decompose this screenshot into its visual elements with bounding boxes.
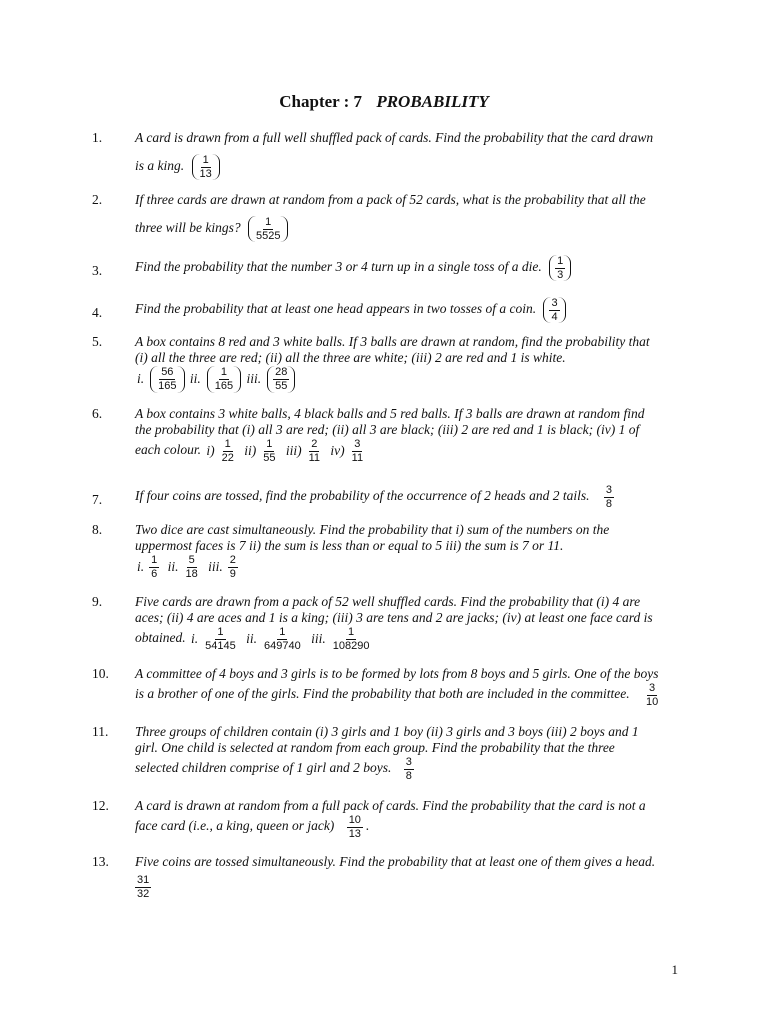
question-number: 9. <box>92 594 103 609</box>
question-number: 7. <box>92 492 103 507</box>
question-text: If four coins are tossed, find the probability of the occurrence of 2 heads and 2 tails. <box>135 488 590 504</box>
answers: i. $\frac{1}{54145}$ ii. $\frac{1}{649740}$ iii. $\frac{1}{108290}$ <box>191 626 370 653</box>
question-text: Five coins are tossed simultaneously. Find the probability that at least one of them gives a head. <box>135 854 656 869</box>
question-number: 8. <box>92 522 103 537</box>
question-number: 5. <box>92 334 103 349</box>
answer: $\frac{3}{8}$ <box>605 484 612 510</box>
question-text: selected children comprise of 1 girl and 2 boys. <box>135 760 392 776</box>
question-text: the probability that (i) all 3 are red; (ii) all 3 are black; (iii) 2 are red and 1 is black; (iv) 1 of <box>135 422 640 438</box>
question-text: aces; (ii) 4 are aces and 1 is a king; (iii) 3 are tens and 2 are jacks; (iv) at least one face card is <box>135 610 653 626</box>
question-text: Two dice are cast simultaneously. Find the probability that i) sum of the numbers on the <box>135 522 610 537</box>
answer: $\frac{1}{13}$ <box>192 154 220 180</box>
question-text: If three cards are drawn at random from a pack of 52 cards, what is the probability that all the <box>135 192 646 207</box>
answers: i. $\frac{56}{165}$ ii. $\frac{1}{165}$ iii. $\frac{28}{55}$ <box>135 366 682 392</box>
question-text: is a king. <box>135 158 185 174</box>
question-text: Find the probability that the number 3 or 4 turn up in a single toss of a die. <box>135 259 542 275</box>
question-text: A box contains 3 white balls, 4 black balls and 5 red balls. If 3 balls are drawn at random find <box>135 406 645 421</box>
chapter-label: Chapter : 7 <box>279 92 363 111</box>
question-text: A card is drawn at random from a full pack of cards. Find the probability that the card is not a <box>135 798 646 813</box>
answers: i) $\frac{1}{22}$ ii) $\frac{1}{55}$ iii) $\frac{2}{11}$ iv) $\frac{3}{11}$ <box>206 438 364 465</box>
question-number: 3. <box>92 263 103 278</box>
question-text: A box contains 8 red and 3 white balls. If 3 balls are drawn at random, find the probability that <box>135 334 650 349</box>
question-text: obtained. <box>135 630 186 646</box>
answer: $\frac{3}{4}$ <box>543 297 565 323</box>
question-text: Five cards are drawn from a pack of 52 well shuffled cards. Find the probability that (i) 4 are <box>135 594 641 609</box>
answer: $\frac{1}{5525}$ <box>248 216 288 242</box>
question-text: face card (i.e., a king, queen or jack) <box>135 818 335 834</box>
question-text: girl. One child is selected at random from each group. Find the probability that the three <box>135 740 615 756</box>
chapter-subject: PROBABILITY <box>376 92 489 111</box>
question-text: (i) all the three are red; (ii) all the three are white; (iii) 2 are red and 1 is white. <box>135 350 566 366</box>
answer: $\frac{3}{10}$ <box>645 682 659 708</box>
question-number: 13. <box>92 854 109 869</box>
question-text: Three groups of children contain (i) 3 girls and 1 boy (ii) 3 girls and 3 boys (iii) 2 boys and 1 <box>135 724 639 739</box>
question-number: 1. <box>92 130 103 145</box>
question-number: 2. <box>92 192 103 207</box>
question-number: 12. <box>92 798 109 813</box>
question-number: 6. <box>92 406 103 421</box>
question-number: 4. <box>92 305 103 320</box>
question-text: three will be kings? <box>135 220 241 236</box>
answer: $\frac{10}{13}$ <box>348 814 361 840</box>
question-text: each colour. <box>135 442 201 458</box>
question-text: A committee of 4 boys and 3 girls is to be formed by lots from 8 boys and 5 girls. One of the boys <box>135 666 659 681</box>
answers: i. $\frac{1}{6}$ ii. $\frac{5}{18}$ iii. $\frac{2}{9}$ <box>137 554 236 581</box>
answer: $\frac{31}{32}$ <box>137 874 150 900</box>
page-title <box>0 92 768 112</box>
page-number: 1 <box>671 962 678 977</box>
question-text: uppermost faces is 7 ii) the sum is less than or equal to 5 iii) the sum is 7 or 11. <box>135 538 564 554</box>
answer: $\frac{3}{8}$ <box>405 756 412 783</box>
answer: $\frac{1}{3}$ <box>549 255 571 281</box>
question-number: 11. <box>92 724 109 739</box>
question-text: A card is drawn from a full well shuffled pack of cards. Find the probability that the card drawn <box>135 130 654 145</box>
question-text: is a brother of one of the girls. Find the probability that both are included in the committee. <box>135 686 630 702</box>
question-text: Find the probability that at least one head appears in two tosses of a coin. <box>135 301 537 317</box>
question-number: 10. <box>92 666 109 681</box>
